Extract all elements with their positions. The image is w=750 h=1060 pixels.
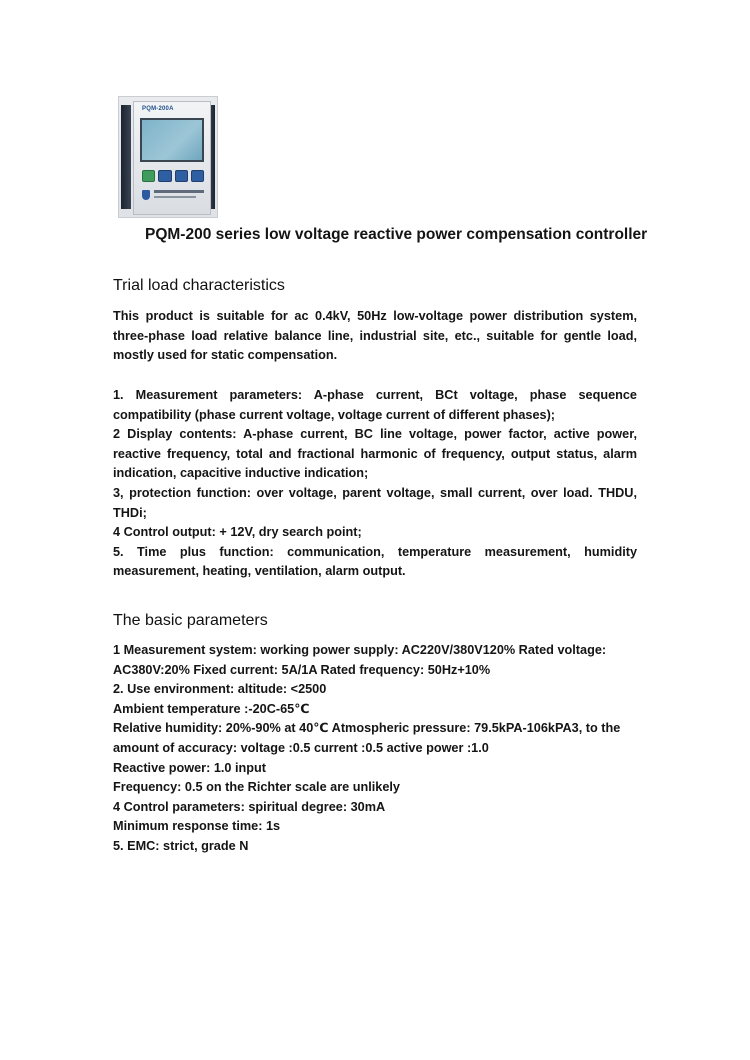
list-item: 3, protection function: over voltage, parent voltage, small current, over load. THDU, THDi;	[113, 485, 637, 520]
device-lcd-screen	[140, 118, 204, 162]
list-item: Relative humidity: 20%-90% at 40℃ Atmospheric pressure: 79.5kPA-106kPA3, to the amount of accuracy: voltage :0.5 current :0.5 active power :1.0	[113, 721, 621, 755]
section-heading-trial-load: Trial load characteristics	[113, 277, 285, 294]
list-item: Frequency: 0.5 on the Richter scale are unlikely	[113, 780, 400, 795]
list-item: 4 Control output: + 12V, dry search point;	[113, 525, 362, 540]
list-item: Minimum response time: 1s	[113, 819, 281, 834]
device-key-icon	[142, 170, 155, 182]
list-item: 2. Use environment: altitude: <2500	[113, 682, 327, 697]
device-model-label: PQM-200A	[142, 106, 174, 112]
list-item: 2 Display contents: A-phase current, BC line voltage, power factor, active power, reactive frequency, total and fractional harmonic of frequency, output status, alarm indication, capacitive inductive indication;	[113, 427, 637, 481]
device-key-icon	[191, 170, 204, 182]
device-brand-subtext	[154, 196, 196, 198]
list-item: Reactive power: 1.0 input	[113, 760, 266, 775]
section-heading-basic-parameters: The basic parameters	[113, 612, 268, 629]
product-photo	[118, 96, 218, 218]
basic-parameters-list	[113, 641, 637, 857]
list-item: 5. EMC: strict, grade N	[113, 838, 249, 853]
list-item: 4 Control parameters: spiritual degree: 30mA	[113, 799, 386, 814]
device-keypad	[142, 170, 204, 182]
trial-load-list	[113, 386, 637, 582]
list-item: 1 Measurement system: working power supply: AC220V/380V120% Rated voltage: AC380V:20% Fixed current: 5A/1A Rated frequency: 50Hz+10%	[113, 643, 607, 677]
device-bezel-left	[121, 105, 131, 209]
list-item: 1. Measurement parameters: A-phase current, BCt voltage, phase sequence compatibility (phase current voltage, voltage current of different phases);	[113, 388, 637, 422]
device-brand-text	[154, 190, 204, 193]
device-key-icon	[158, 170, 171, 182]
document-title: PQM-200 series low voltage reactive power compensation controller	[145, 226, 648, 243]
device-faceplate	[133, 101, 211, 215]
list-item: Ambient temperature :-20C-65℃	[113, 701, 310, 716]
trial-load-intro: This product is suitable for ac 0.4kV, 50Hz low-voltage power distribution system, three-phase load relative balance line, industrial site, etc., suitable for gentle load, mostly used for static compensation.	[113, 309, 637, 363]
shield-logo-icon	[142, 190, 150, 200]
list-item: 5. Time plus function: communication, temperature measurement, humidity measurement, heating, ventilation, alarm output.	[113, 544, 637, 579]
device-key-icon	[175, 170, 188, 182]
